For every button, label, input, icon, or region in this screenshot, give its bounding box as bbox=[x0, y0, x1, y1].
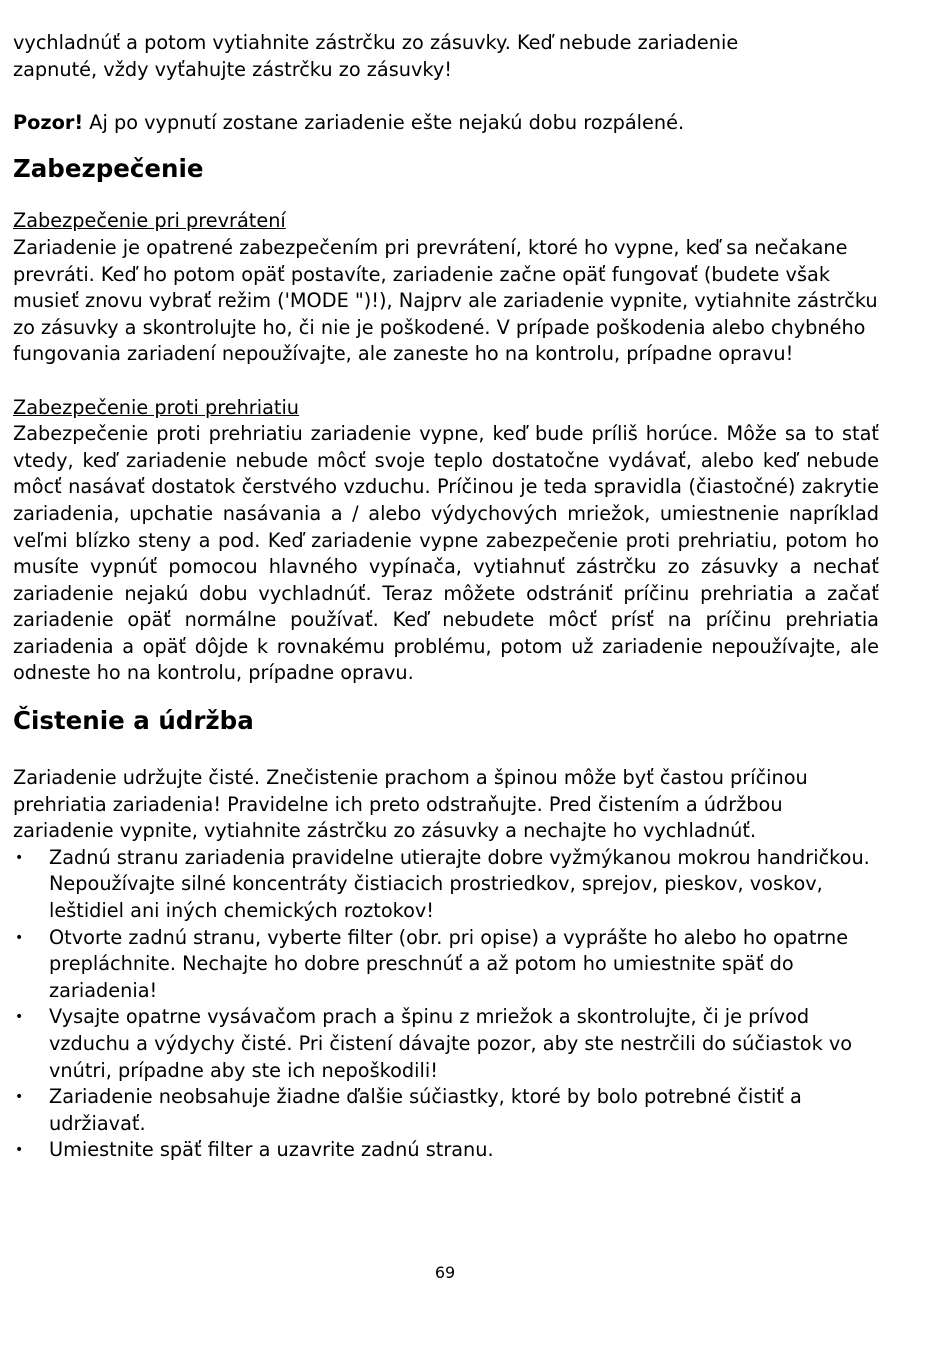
list-item-text: Zariadenie neobsahuje žiadne ďalšie súčiastky, ktoré by bolo potrebné čistiť a udržiavať. bbox=[49, 1085, 802, 1135]
overheat-subheading: Zabezpečenie proti prehriatiu bbox=[13, 395, 300, 419]
list-item bbox=[13, 1137, 879, 1164]
maintenance-intro: Zariadenie udržujte čisté. Znečistenie prachom a špinou môže byť častou príčinou prehriatia zariadenia! Pravidelne ich preto odstraňujte. Pred čistením a údržbou zariadenie vypnite, vytiahnite zástrčku zo zásuvky a nechajte ho vychladnúť. bbox=[13, 766, 808, 843]
list-item-text: Otvorte zadnú stranu, vyberte filter (obr. pri opise) a vyprášte ho alebo ho opatrne prepláchnite. Nechajte ho dobre preschnúť a až potom ho umiestnite späť do zariadenia! bbox=[49, 925, 849, 1002]
security-heading: Zabezpečenie bbox=[13, 154, 204, 184]
maintenance-list bbox=[13, 845, 879, 1164]
document-page bbox=[13, 30, 879, 1164]
intro-paragraph bbox=[13, 30, 879, 83]
bullet-icon: • bbox=[15, 929, 24, 946]
overheat-paragraph: Zabezpečenie proti prehriatiu zariadenie vypne, keď bude príliš horúce. Môže sa to stať vtedy, keď zariadenie nebude môcť svoje teplo dostatočne vydávať, alebo keď nebude môcť nasávať dostatok čerstvého vzduchu. Príčinou je teda spravidla (čiastočné) zakrytie zariadenia, upchatie nasávania a / alebo výdychových mriežok, umiestnenie napríklad veľmi blízko steny a pod. Keď zariadenie vypne zabezpečenie proti prehriatiu, potom ho musíte vypnúť pomocou hlavného vypínača, vytiahnuť zástrčku zo zásuvky a nechať zariadenie nejakú dobu vychladnúť. Teraz môžete odstrániť príčinu prehriatia a začať zariadenie opäť normálne používať. Keď nebudete môcť prísť na príčinu prehriatia zariadenia a opäť dôjde k rovnakému problému, potom už zariadenie nepoužívajte, ale odneste ho na kontrolu, prípadne opravu. bbox=[13, 422, 879, 685]
bullet-icon: • bbox=[15, 1089, 24, 1106]
list-item bbox=[13, 1084, 879, 1137]
maintenance-heading: Čistenie a údržba bbox=[13, 706, 254, 736]
list-item bbox=[13, 1004, 879, 1084]
intro-line-1: vychladnúť a potom vytiahnite zástrčku zo zásuvky. Keď nebude zariadenie bbox=[13, 31, 739, 54]
list-item-text: Umiestnite späť filter a uzavrite zadnú stranu. bbox=[49, 1138, 494, 1162]
list-item-text: Vysajte opatrne vysávačom prach a špinu z mriežok a skontrolujte, či je prívod vzduchu a výdychy čisté. Pri čistení dávajte pozor, aby ste nestrčili do súčiastok vo vnútri, prípadne aby ste ich nepoškodili! bbox=[49, 1005, 853, 1082]
list-item-text: Zadnú stranu zariadenia pravidelne utierajte dobre vyžmýkanou mokrou handričkou. Nepoužívajte silné koncentráty čistiacich prostriedkov, sprejov, pieskov, voskov, leštidiel ani iných chemických roztokov! bbox=[49, 845, 870, 923]
tip-over-subheading: Zabezpečenie pri prevrátení bbox=[13, 209, 286, 233]
warning-paragraph bbox=[13, 110, 879, 137]
list-item bbox=[13, 925, 879, 1005]
warning-text: Aj po vypnutí zostane zariadenie ešte nejakú dobu rozpálené. bbox=[83, 110, 685, 134]
warning-label: Pozor! bbox=[13, 110, 84, 134]
tip-over-paragraph: Zariadenie je opatrené zabezpečením pri prevrátení, ktoré ho vypne, keď sa nečakane prevráti. Keď ho potom opäť postavíte, zariadenie začne opäť fungovať (budete však musieť znovu vybrať režim ('MODE ")!), Najprv ale zariadenie vypnite, vytiahnite zástrčku zo zásuvky a skontrolujte ho, či nie je poškodené. V prípade poškodenia alebo chybného fungovania zariadení nepoužívajte, ale zaneste ho na kontrolu, prípadne opravu! bbox=[13, 235, 878, 366]
bullet-icon: • bbox=[15, 849, 24, 866]
intro-line-2: zapnuté, vždy vyťahujte zástrčku zo zásuvky! bbox=[13, 57, 452, 81]
page-number: 69 bbox=[434, 1263, 456, 1282]
list-item bbox=[13, 845, 879, 925]
bullet-icon: • bbox=[15, 1009, 24, 1026]
bullet-icon: • bbox=[15, 1142, 24, 1159]
